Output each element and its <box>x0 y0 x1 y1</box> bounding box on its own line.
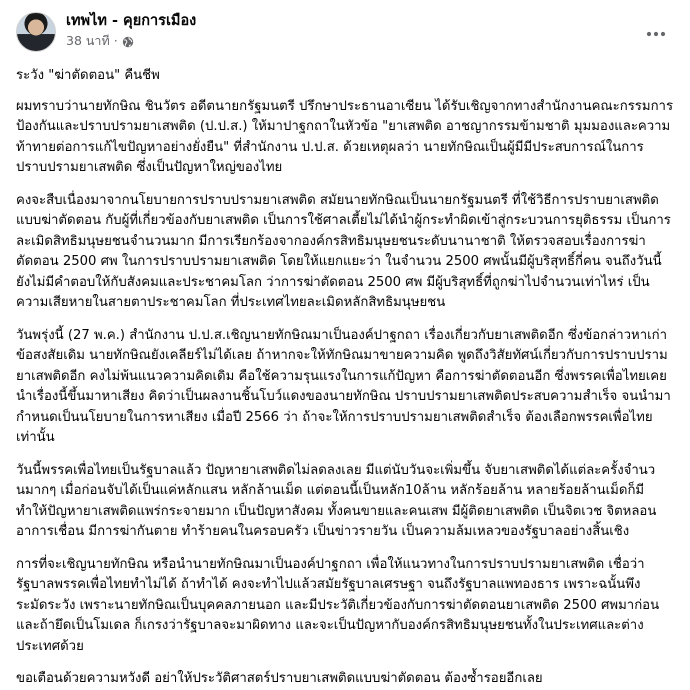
post-paragraph: ผมทราบว่านายทักษิณ ชินวัตร อดีตนายกรัฐมนตรี ปรึกษาประธานอาเซียน ได้รับเชิญจากทางสำนักงานคณะกรรมการป้องกันและปราบปรามยาเสพติด (ป.ป.ส.) ให้มาปาฐกถาในหัวข้อ "ยาเสพติด อาชญากรรมข้ามชาติ มุมมองและความท้าทายต่อการแก้ไขปัญหาอย่างยั่งยืน" ที่สำนักงาน ป.ป.ส. ด้วยเหตุผลว่า นายทักษิณเป็นผู้มีมีประสบการณ์ในการปราบปรามยาเสพติด ซึ่งเป็นปัญหาใหญ่ของไทย <box>16 98 674 175</box>
post-headline: ระวัง "ฆ่าตัดตอน" คืนชีพ <box>16 68 160 83</box>
more-options-button[interactable] <box>644 24 668 44</box>
globe-icon <box>122 35 134 47</box>
post-paragraph: วันนี้พรรคเพื่อไทยเป็นรัฐบาลแล้ว ปัญหายาเสพติดไม่ลดลงเลย มีแต่นับวันจะเพิ่มขึ้น จับยาเสพติดได้แต่ละครั้งจำนวนมากๆ เมื่อก่อนจับได้เป็นแค่หลักแสน หลักล้านเม็ด แต่ตอนนี้เป็นหลัก10ล้าน หลักร้อยล้าน หลายร้อยล้านเม็ดก็มี ทำให้ปัญหายาเสพติดแพร่กระจายมาก เป็นปัญหาสังคม ทั้งคนขายและคนเสพ มีผู้ติดยาเสพติด เป็นจิตเวช จิตหลอน อาการเชื่อน มีการฆ่ากันตาย ทำร้ายคนในครอบครัว เป็นข่าวรายวัน เป็นความล้มเหลวของรัฐบาลอย่างสิ้นเชิง <box>16 462 657 539</box>
post-paragraph: คงจะสืบเนื่องมาจากนโยบายการปราบปรามยาเสพติด สมัยนายทักษิณเป็นนายกรัฐมนตรี ที่ใช้วิธีการปราบยาเสพติดแบบฆ่าตัดตอน กับผู้ที่เกี่ยวข้องกับยาเสพติด เป็นการใช้ศาลเตี้ยไม่ได้นำผู้กระทำผิดเข้าสู่กระบวนการยุติธรรม เป็นการละเมิดสิทธิมนุษยชนจำนวนมาก มีการเรียกร้องจากองค์กรสิทธิมนุษยชนระดับนานาชาติ ให้ตรวจสอบเรื่องการฆ่าตัดตอน 2500 ศพ ในการปราบปรามยาเสพติด โดยให้แยกแยะว่า ในจำนวน 2500 ศพนั้นมีผู้บริสุทธิ์กี่คน จนถึงวันนี้ยังไม่มีคำตอบให้กับสังคมและประชาคมโลก ว่าการฆ่าตัดตอน 2500 ศพ มีผู้บริสุทธิ์ที่ถูกฆ่าไปจำนวนเท่าไหร่ เป็นความเสียหายในสายตาประชาคมโลก ที่ประเทศไทยละเมิดหลักสิทธิมนุษยชน <box>16 192 671 310</box>
meta-separator: · <box>113 33 118 48</box>
author-name[interactable]: เทพไท - คุยการเมือง <box>66 13 197 29</box>
post-paragraph: วันพรุ่งนี้ (27 พ.ค.) สำนักงาน ป.ป.ส.เชิญนายทักษิณมาเป็นองค์ปาฐกถา เรื่องเกี่ยวกับยาเสพติดอีก ซึ่งข้อกล่าวหาเก่า ข้อสงสัยเดิม นายทักษิณยังเคลียร์ไม่ได้เลย ถ้าหากจะให้ทักษิณมาขายความคิด พูดถึงวิสัยทัศน์เกี่ยวกับการปราบปรามยาเสพติดอีก คงไม่พ้นแนวความคิดเดิม คือใช้ความรุนแรงในการแก้ปัญหา คือการฆ่าตัดตอนอีก ซึ่งพรรคเพื่อไทยเคยนำเรื่องนี้ขึ้นมาหาเสียง คิดว่าเป็นผลงานชิ้นโบว์แดงของนายทักษิณ ปราบปรามยาเสพติดประสบความสำเร็จ จนนำมากำหนดเป็นนโยบายในการหาเสียง เมื่อปี 2566 ว่า ถ้าจะให้การปราบปรามยาเสพติดสำเร็จ ต้องเลือกพรรคเพื่อไทยเท่านั้น <box>16 327 671 445</box>
post-body <box>16 66 674 690</box>
more-horizontal-icon <box>646 31 666 37</box>
author-block <box>66 12 196 49</box>
post-timestamp[interactable]: 38 นาที <box>66 33 110 48</box>
post-header <box>16 12 674 60</box>
post-paragraph: ขอเตือนด้วยความหวังดี อย่าให้ประวัติศาสตร์ปราบยาเสพติดแบบฆ่าตัดตอน ต้องซ้ำรอยอีกเลย <box>16 671 543 686</box>
post-meta <box>66 32 196 49</box>
post-paragraph: การที่จะเชิญนายทักษิณ หรือนำนายทักษิณมาเป็นองค์ปาฐกถา เพื่อให้แนวทางในการปราบปรามยาเสพติด เชื่อว่ารัฐบาลพรรคเพื่อไทยทำไม่ได้ ถ้าทำได้ คงจะทำไปแล้วสมัยรัฐบาลเศรษฐา จนถึงรัฐบาลแพทองธาร เพราะฉนั้นพึงระมัดระวัง เพราะนายทักษิณเป็นบุคคลภายนอก และมีประวัติเกี่ยวข้องกับการฆ่าตัดตอนยาเสพติด 2500 ศพมาก่อน และถ้ายึดเป็นโมเดล ก็เกรงว่ารัฐบาลจะมาผิดทาง และจะเป็นปัญหากับองค์กรสิทธิมนุษยชนทั้งในประเทศและต่างประเทศด้วย <box>16 556 660 654</box>
author-avatar[interactable] <box>16 12 56 52</box>
